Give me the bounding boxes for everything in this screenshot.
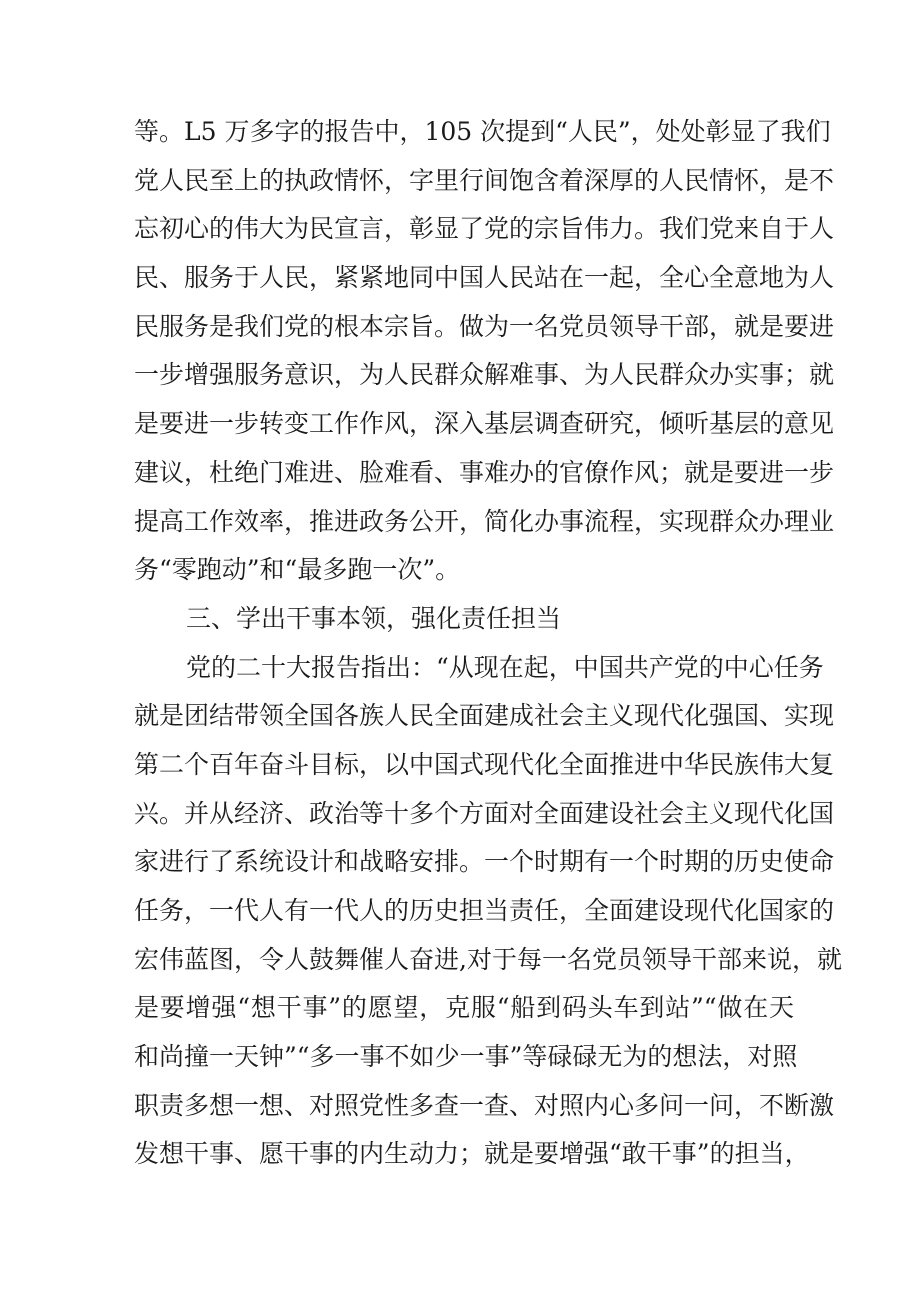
paragraph-1-line-4: 民、服务于人民，紧紧地同中国人民站在一起，全心全意地为人 xyxy=(134,263,835,293)
paragraph-1-line-8: 建议，杜绝门难进、脸难看、事难办的官僚作风；就是要进一步 xyxy=(134,457,835,487)
paragraph-2-line-11: 发想干事、愿干事的内生动力；就是要增强“敢干事”的担当， xyxy=(134,1139,810,1169)
document-body xyxy=(134,108,842,1179)
paragraph-1-line-2: 党人民至上的执政情怀，字里行间饱含着深厚的人民情怀，是不 xyxy=(134,165,835,195)
paragraph-2-line-8: 是要增强“想干事”的愿望，克服“船到码头车到站”“做在天 xyxy=(134,993,794,1023)
paragraph-2-line-2: 就是团结带领全国各族人民全面建成社会主义现代化强国、实现 xyxy=(134,701,835,731)
paragraph-1-line-9: 提高工作效率，推进政务公开，简化办事流程，实现群众办理业 xyxy=(134,506,835,536)
paragraph-2-line-6: 任务，一代人有一代人的历史担当责任，全面建设现代化国家的 xyxy=(134,896,835,925)
paragraph-1-line-1: 等。L5 万多字的报告中，105 次提到“人民”，处处彰显了我们 xyxy=(134,117,831,146)
paragraph-1-line-10: 务“零跑动”和“最多跑一次”。 xyxy=(134,555,461,585)
paragraph-2-line-9: 和尚撞一天钟”“多一事不如少一事”等碌碌无为的想法，对照 xyxy=(134,1042,798,1072)
paragraph-2-line-1: 党的二十大报告指出：“从现在起，中国共产党的中心任务 xyxy=(186,652,824,682)
paragraph-1-line-6: 一步增强服务意识，为人民群众解难事、为人民群众办实事；就 xyxy=(134,360,835,390)
paragraph-2-line-5: 家进行了系统设计和战略安排。一个时期有一个时期的历史使命 xyxy=(134,847,835,877)
paragraph-2-line-3: 第二个百年奋斗目标，以中国式现代化全面推进中华民族伟大复 xyxy=(134,749,835,779)
paragraph-1-line-7: 是要进一步转变工作作风，深入基层调查研究，倾听基层的意见 xyxy=(134,409,835,439)
paragraph-2-line-7: 宏伟蓝图，令人鼓舞催人奋进,对于每一名党员领导干部来说，就 xyxy=(134,944,842,974)
paragraph-1-line-5: 民服务是我们党的根本宗旨。做为一名党员领导干部，就是要进 xyxy=(134,311,835,341)
paragraph-2-line-4: 兴。并从经济、政治等十多个方面对全面建设社会主义现代化国 xyxy=(134,798,835,828)
paragraph-1-line-3: 忘初心的伟大为民宣言，彰显了党的宗旨伟力。我们党来自于人 xyxy=(134,214,835,244)
section-heading: 三、学出干事本领，强化责任担当 xyxy=(186,603,562,633)
paragraph-2-line-10: 职责多想一想、对照党性多查一查、对照内心多问一问，不断激 xyxy=(134,1090,835,1120)
